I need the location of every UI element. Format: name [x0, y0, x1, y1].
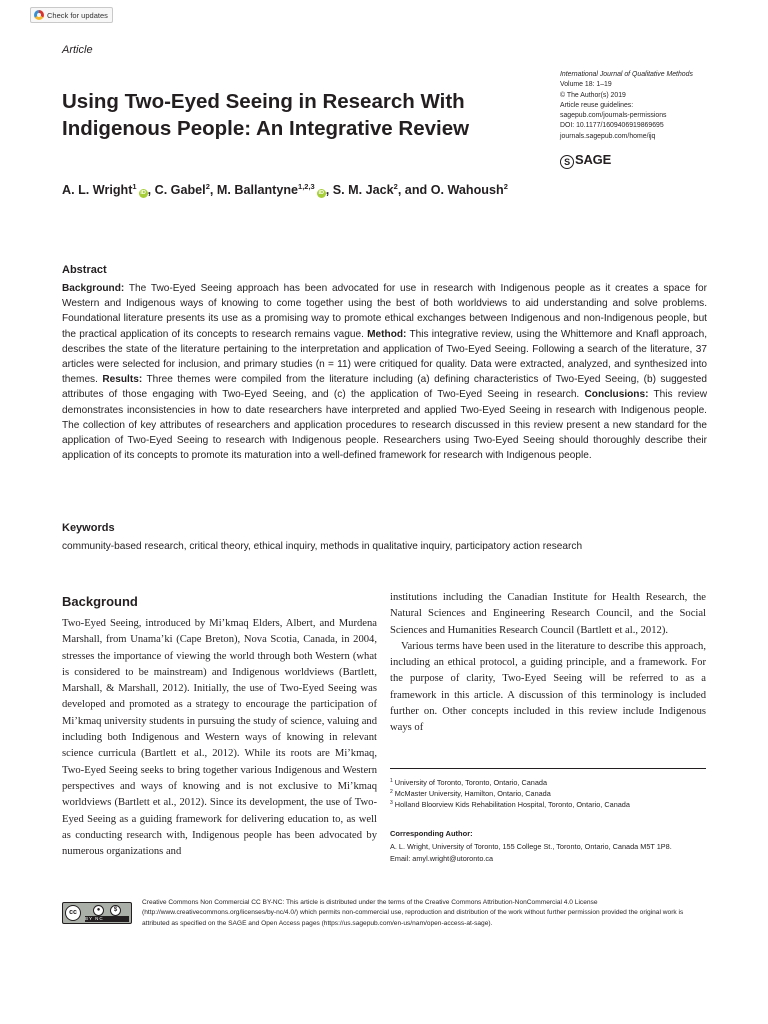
author-affiliation-marker: 1 [132, 182, 137, 191]
body-paragraph-2: Various terms have been used in the literature to describe this approach, including an ethical protocol, a guiding principle, and a framework. For the purpose of clarity, Two-Eyed Seeing will be referred to as a framework in this article. A discussion of this terminology is included further on. Other concepts included in this review include Indigenous ways of [390, 640, 706, 734]
author-affiliation-marker: 2 [393, 182, 398, 191]
affiliation-item [390, 788, 706, 799]
abstract-heading: Abstract [62, 264, 107, 276]
corresponding-author-address: A. L. Wright, University of Toronto, 155 College St., Toronto, Ontario, Canada M5T 1P8. [390, 842, 672, 851]
affiliation-number: 2 [390, 789, 393, 795]
journal-volume: Volume 18: 1–19 [560, 81, 612, 89]
check-for-updates-label: Check for updates [47, 11, 108, 20]
author-list [62, 181, 532, 200]
author-affiliation-marker: 1,2,3 [298, 182, 315, 191]
journal-name: International Journal of Qualitative Methods [560, 71, 693, 78]
check-for-updates-button[interactable] [30, 7, 113, 23]
author-name: C. Gabel [154, 183, 206, 197]
keywords-text: community-based research, critical theory, ethical inquiry, methods in qualitative inquiry, participatory action research [62, 541, 583, 552]
abstract-conclusions-label: Conclusions: [579, 389, 649, 401]
abstract-results-label: Results: [97, 374, 143, 386]
license-text: Creative Commons Non Commercial CC BY-NC: This article is distributed under the terms of the Creative Commons Attribution-NonCommercial 4.0 License (http://www.creativecommons.org/licenses/by-nc/4.0/) which permits non-commercial use, reproduction and distribution of the work without further permission provided the original work is attributed as specified on the SAGE and Open Access pages (https://us.sagepub.com/en-us/nam/open-access-at-sage). [142, 899, 684, 927]
affiliation-number: 1 [390, 778, 393, 784]
background-heading: Background [62, 594, 138, 609]
affiliation-list [390, 777, 706, 810]
cc-badge-strip: BY NC [85, 916, 129, 922]
journal-reuse: Article reuse guidelines: [560, 101, 634, 109]
author-separator: , [147, 183, 155, 197]
body-right-column [390, 590, 706, 737]
journal-info [560, 70, 720, 142]
affiliation-text: Holland Bloorview Kids Rehabilitation Hospital, Toronto, Ontario, Canada [392, 800, 630, 809]
author-separator: , [209, 183, 217, 197]
journal-home-link[interactable]: journals.sagepub.com/home/ijq [560, 132, 656, 140]
sage-logo [560, 152, 611, 169]
affiliation-number: 3 [390, 800, 393, 806]
sage-logo-text: SAGE [575, 152, 612, 167]
article-type-label: Article [62, 44, 93, 56]
corresponding-author-email[interactable]: Email: amyl.wright@utoronto.ca [390, 854, 494, 864]
author-separator: , and [397, 183, 431, 197]
body-left-column: Two-Eyed Seeing, introduced by Mi’kmaq Elders, Albert, and Murdena Marshall, from Unama’ki (Cape Breton), Nova Scotia, Canada, in 2004, stresses the importance of viewing the world through both Western (what is considered to be mainstream) and Indigenous worldviews (Bartlett, Marshall, & Marshall, 2012). Initially, the use of Two-Eyed Seeing was developed and promoted as a strategy to encourage the participation of Mi’kmaq university students in pursuing the study of science, valuing and including both Indigenous and Western ways of knowing in relevant science curricula (Bartlett et al., 2012). While its roots are Mi’kmaq, Two-Eyed Seeing seeks to bring together various Indigenous and Western perspectives and ways of knowing and is not exclusive to Mi’kmaq worldviews (Bartlett et al., 2012). Since its development, the use of Two-Eyed Seeing as a guiding framework for delivering education to, as well as conducting research with, Indigenous people has been advocated by numerous organizations and [62, 618, 377, 858]
abstract-background-text: The Two-Eyed Seeing approach has been advocated for use in research with Indigenous people as it creates a space for Western and Indigenous ways of knowing to come together using the best of both worldviews to aid understanding and solve problems. Foundational literature presents its use as a promising way to promote ethical exchanges between Indigenous and non-Indigenous people, but the practical application of its concepts to research remains vague. [62, 283, 707, 340]
journal-permissions-link[interactable]: sagepub.com/journals-permissions [560, 112, 667, 120]
corresponding-author-heading: Corresponding Author: [390, 829, 473, 838]
author-affiliation-marker: 2 [503, 182, 508, 191]
sage-s-icon: S [560, 155, 574, 169]
affiliation-text: University of Toronto, Toronto, Ontario, Canada [392, 778, 548, 787]
noncommercial-icon: $ [110, 905, 121, 916]
footnote-divider [390, 768, 706, 769]
body-paragraph-1: institutions including the Canadian Institute for Health Research, the Natural Sciences and Engineering Research Council, and the Social Sciences and Humanities Research Council (Bartlett et al., 2012). [390, 592, 706, 636]
orcid-icon[interactable]: iD [140, 190, 146, 196]
journal-copyright: © The Author(s) 2019 [560, 91, 626, 99]
abstract-method-label: Method: [363, 328, 407, 340]
crossmark-icon [34, 10, 44, 20]
author-affiliation-marker: 2 [205, 182, 210, 191]
author-separator: , [325, 183, 333, 197]
keywords-heading: Keywords [62, 522, 115, 534]
journal-doi[interactable]: DOI: 10.1177/1609406919869695 [560, 122, 664, 130]
abstract-conclusions-text: This review demonstrates inconsistencies in how to date researchers have interpreted and applied Two-Eyed Seeing in research with Indigenous people. The collection of key attributes of researchers and application procedures to research discussed in this review present a new standard for the application of Two-Eyed Seeing to research with Indigenous people. Researchers using Two-Eyed Seeing should thoroughly describe their application of its concepts to promote its maturation into a well-defined framework for research with Indigenous people. [62, 389, 707, 462]
author-name: O. Wahoush [430, 183, 504, 197]
affiliation-item [390, 777, 706, 788]
author-name: A. L. Wright [62, 183, 133, 197]
article-title: Using Two-Eyed Seeing in Research With Indigenous People: An Integrative Review [62, 90, 470, 140]
affiliation-text: McMaster University, Hamilton, Ontario, Canada [392, 789, 551, 798]
author-name: S. M. Jack [332, 183, 394, 197]
author-name: M. Ballantyne [216, 183, 299, 197]
affiliation-item [390, 799, 706, 810]
abstract-results-text: Three themes were compiled from the literature including (a) defining characteristics of Two-Eyed Seeing, (b) suggested attributes of those engaging with Two-Eyed Seeing, and (c) the application of Two-Eyed Seeing in research. [62, 374, 707, 401]
cc-icon: cc [65, 905, 81, 921]
corresponding-author-details [390, 841, 706, 866]
cc-license-badge[interactable] [62, 902, 132, 924]
orcid-icon[interactable]: iD [318, 190, 324, 196]
abstract-body [62, 281, 707, 463]
abstract-background-label: Background: [62, 283, 125, 294]
abstract-method-text: This integrative review, using the Whittemore and Knafl approach, describes the state of the literature pertaining to the interpretation and application of Two-Eyed Seeing. Following a search of the literature, 37 articles were selected for inclusion, and primary studies (n = 11) were critiqued for quality. Data were extracted, analyzed, and synthesized into themes. [62, 328, 707, 386]
attribution-icon: ● [93, 905, 104, 916]
